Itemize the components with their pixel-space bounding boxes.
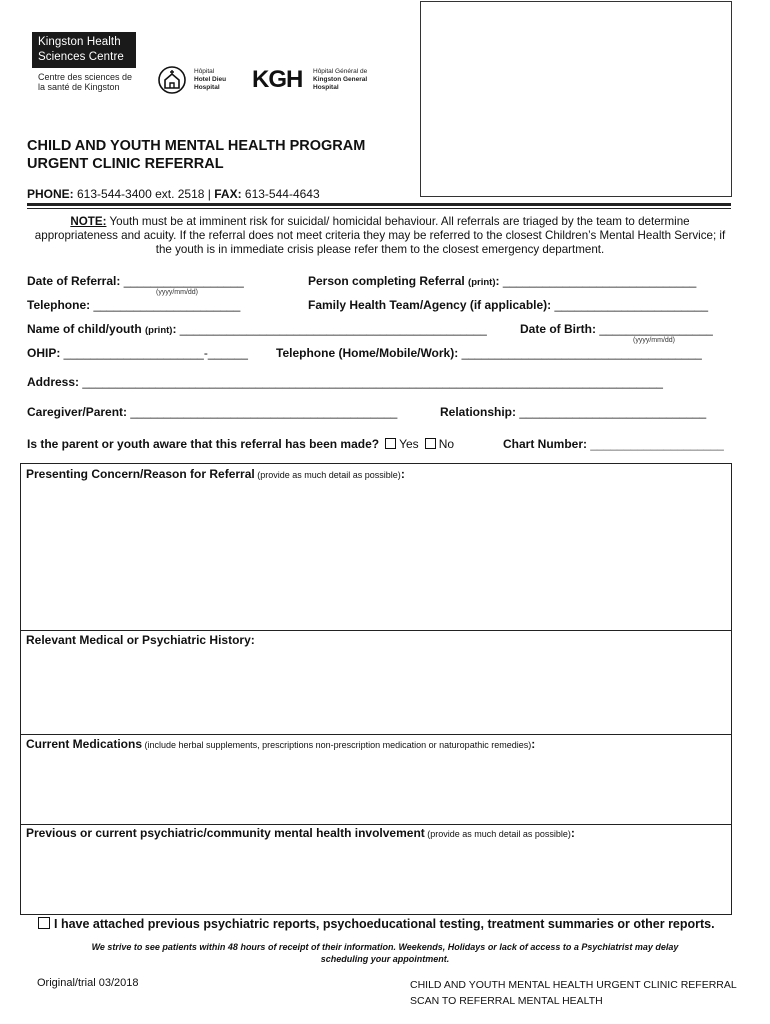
disclaimer-line1: We strive to see patients within 48 hours of receipt of their information. Weekends, Holidays or lack of access to a Psychiatrist may delay <box>91 942 679 952</box>
khsc-logo <box>32 32 136 68</box>
fax-label: FAX: <box>214 187 242 201</box>
phone-value: 613-544-3400 ext. 2518 | <box>73 187 215 201</box>
presenting-title: Presenting Concern/Reason for Referral <box>26 467 255 481</box>
form-title-line2: URGENT CLINIC REFERRAL <box>27 156 224 172</box>
section-divider-1 <box>20 630 732 631</box>
phone-label: PHONE: <box>27 187 74 201</box>
chart-number-field[interactable] <box>503 437 724 451</box>
person-completing-label: Person completing Referral <box>308 274 469 288</box>
no-checkbox[interactable] <box>425 438 436 449</box>
section-divider-3 <box>20 824 732 825</box>
attached-reports-checkbox[interactable] <box>38 917 50 929</box>
chart-number-line[interactable]: ____________________ <box>587 437 724 451</box>
telephone-hmw-field[interactable] <box>276 346 702 360</box>
relationship-label: Relationship: <box>440 405 517 419</box>
name-child-label: Name of child/youth <box>27 322 146 336</box>
form-title-line1: CHILD AND YOUTH MENTAL HEALTH PROGRAM <box>27 138 366 154</box>
attached-reports-row <box>38 917 715 931</box>
name-child-field[interactable] <box>27 322 487 336</box>
presenting-hint: (provide as much detail as possible) <box>254 470 401 480</box>
medications-area[interactable] <box>22 754 730 822</box>
yes-checkbox[interactable] <box>385 438 396 449</box>
date-of-referral-line[interactable]: __________________ <box>120 274 244 288</box>
kgh-line2: Kingston General <box>313 76 368 83</box>
hotel-dieu-logo-icon <box>158 66 186 94</box>
involvement-hint: (provide as much detail as possible) <box>424 829 571 839</box>
note-label: NOTE: <box>70 215 107 228</box>
chart-number-label: Chart Number: <box>503 437 588 451</box>
person-completing-line[interactable]: _____________________________ <box>499 274 697 288</box>
hotel-dieu-line3: Hospital <box>194 84 220 91</box>
presenting-concern-label <box>26 467 405 481</box>
medications-colon: : <box>531 737 536 751</box>
ohip-line[interactable]: _____________________-______ <box>60 346 248 360</box>
footer-version: Original/trial 03/2018 <box>37 977 139 989</box>
khsc-fr-line2: la santé de Kingston <box>38 82 120 92</box>
address-label: Address: <box>27 375 80 389</box>
label-area-box <box>420 1 732 197</box>
dob-field[interactable] <box>520 322 713 336</box>
address-field[interactable] <box>27 375 663 389</box>
caregiver-field[interactable] <box>27 405 397 419</box>
no-label: No <box>438 437 455 451</box>
note-paragraph <box>30 215 730 257</box>
footer-form-name <box>410 977 737 1009</box>
relationship-field[interactable] <box>440 405 706 419</box>
kgh-name <box>313 68 367 92</box>
involvement-label <box>26 826 575 840</box>
disclaimer-line2: scheduling your appointment. <box>320 954 450 964</box>
kgh-line1: Hôpital Général de <box>313 68 368 75</box>
header-rule-thin <box>27 208 731 209</box>
history-label: Relevant Medical or Psychiatric History: <box>26 633 255 647</box>
aware-question-row <box>27 437 454 451</box>
hotel-dieu-line2: Hotel Dieu <box>194 76 227 83</box>
disclaimer <box>40 941 730 965</box>
involvement-title: Previous or current psychiatric/community mental health involvement <box>26 826 425 840</box>
presenting-concern-area[interactable] <box>22 484 730 628</box>
address-line[interactable]: _______________________________________________________________________________________ <box>79 375 663 389</box>
name-child-line[interactable]: ______________________________________________ <box>176 322 487 336</box>
name-child-colon: : <box>172 322 177 336</box>
telephone-hmw-label: Telephone (Home/Mobile/Work): <box>276 346 459 360</box>
fht-agency-line[interactable]: _______________________ <box>551 298 709 312</box>
medications-title: Current Medications <box>26 737 143 751</box>
dob-line[interactable]: _________________ <box>596 322 713 336</box>
ohip-field[interactable] <box>27 346 248 360</box>
note-text: Youth must be at imminent risk for suicidal/ homicidal behaviour. All referrals are triaged by the team to determine appropriateness and acuity. If the referral does not meet criteria they may be referred to the closest Children’s Mental Health Service; if the youth is in immediate crisis please refer them to the closest emergency department. <box>34 215 726 256</box>
telephone-field[interactable] <box>27 298 240 312</box>
relationship-line[interactable]: ____________________________ <box>516 405 707 419</box>
medications-hint: (include herbal supplements, prescriptions non-prescription medication or naturopathic remedies) <box>142 740 532 750</box>
involvement-colon: : <box>570 826 575 840</box>
medications-label <box>26 737 535 751</box>
telephone-label: Telephone: <box>27 298 91 312</box>
telephone-line[interactable]: ______________________ <box>90 298 241 312</box>
header-rule-thick <box>27 203 731 206</box>
involvement-area[interactable] <box>22 843 730 913</box>
ohip-label: OHIP: <box>27 346 61 360</box>
khsc-french-name <box>38 72 132 92</box>
person-completing-field[interactable] <box>308 274 696 288</box>
yes-label: Yes <box>399 437 419 451</box>
footer-right-line1: CHILD AND YOUTH MENTAL HEALTH URGENT CLINIC REFERRAL <box>410 979 737 991</box>
hotel-dieu-name <box>194 68 226 92</box>
date-of-referral-hint: (yyyy/mm/dd) <box>156 289 198 296</box>
khsc-fr-line1: Centre des sciences de <box>38 72 133 82</box>
name-child-print: (print) <box>145 325 173 336</box>
person-completing-print: (print) <box>468 277 496 288</box>
caregiver-line[interactable]: ________________________________________ <box>127 405 398 419</box>
dob-label: Date of Birth: <box>520 322 596 336</box>
fht-agency-field[interactable] <box>308 298 708 312</box>
dob-hint: (yyyy/mm/dd) <box>633 337 675 344</box>
fax-value: 613-544-4643 <box>241 187 320 201</box>
aware-question-label: Is the parent or youth aware that this referral has been made? <box>27 437 380 451</box>
kgh-logo: KGH <box>252 66 303 93</box>
fht-agency-label: Family Health Team/Agency (if applicable): <box>308 298 552 312</box>
kgh-line3: Hospital <box>313 84 339 91</box>
footer-right-line2: SCAN TO REFERRAL MENTAL HEALTH <box>410 995 603 1007</box>
khsc-logo-line2: Sciences Centre <box>38 51 124 63</box>
caregiver-label: Caregiver/Parent: <box>27 405 128 419</box>
section-divider-2 <box>20 734 732 735</box>
date-of-referral-label: Date of Referral: <box>27 274 121 288</box>
contact-line <box>27 187 320 201</box>
telephone-hmw-line[interactable]: ____________________________________ <box>458 346 702 360</box>
khsc-logo-line1: Kingston Health <box>38 36 121 48</box>
person-completing-colon: : <box>495 274 500 288</box>
history-area[interactable] <box>22 650 730 732</box>
date-of-referral-field[interactable] <box>27 274 244 288</box>
presenting-colon: : <box>400 467 405 481</box>
attached-reports-label: I have attached previous psychiatric reports, psychoeducational testing, treatment summaries or other reports. <box>54 917 715 931</box>
hotel-dieu-line1: Hôpital <box>194 68 215 75</box>
